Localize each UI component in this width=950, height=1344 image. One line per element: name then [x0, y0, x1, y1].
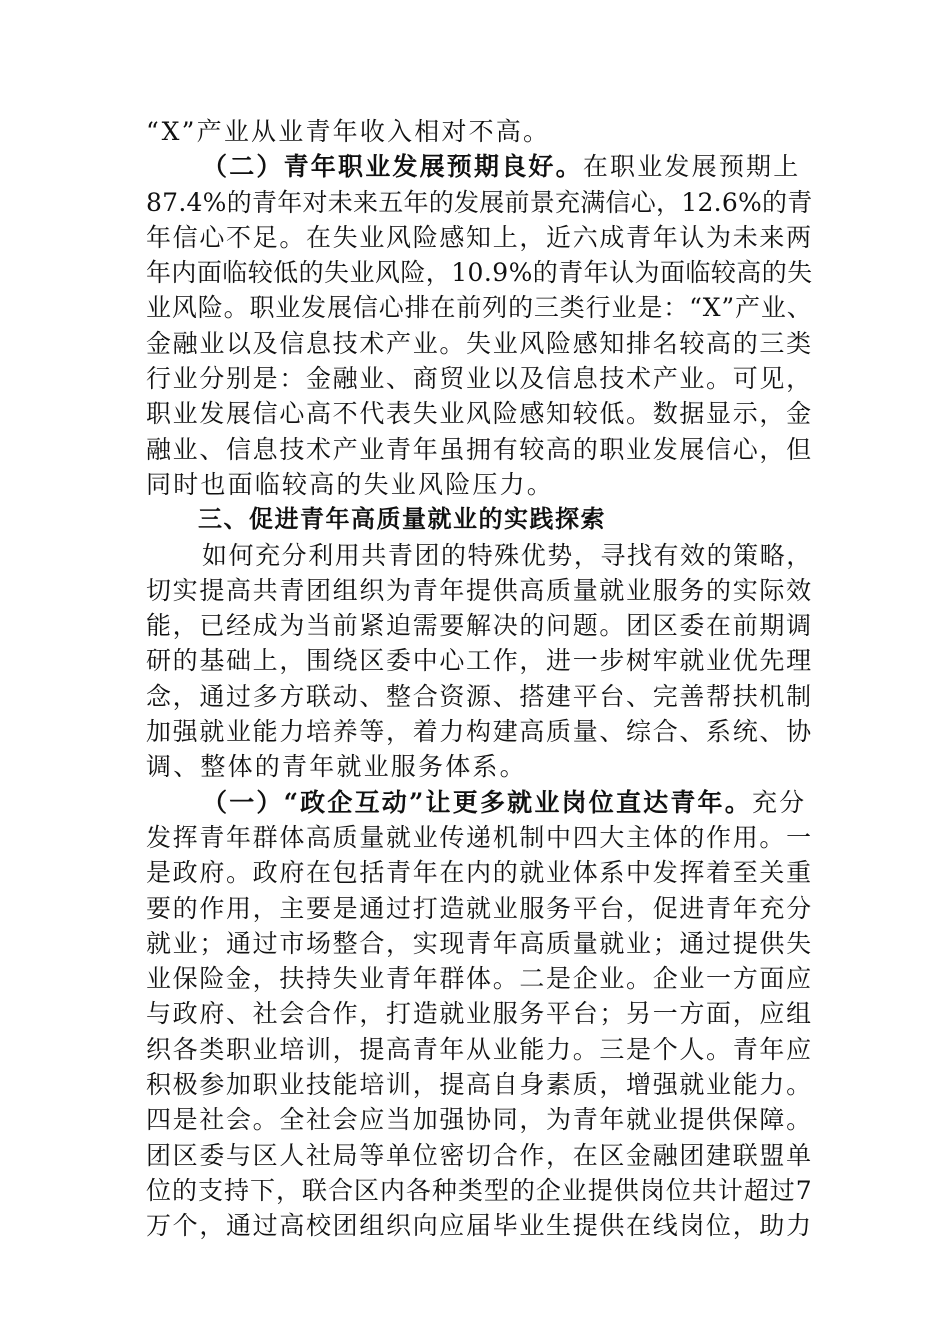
text-line: 能，已经成为当前紧迫需要解决的问题。团区委在前期调 — [146, 611, 813, 641]
text-line: 念，通过多方联动、整合资源、搭建平台、完善帮扶机制 — [146, 681, 813, 711]
text-line: 与政府、社会合作，打造就业服务平台；另一方面，应组 — [146, 999, 813, 1029]
text-line: 织各类职业培训，提高青年从业能力。三是个人。青年应 — [146, 1034, 813, 1064]
text-line: 年信心不足。在失业风险感知上，近六成青年认为未来两 — [146, 222, 813, 252]
text-line: 积极参加职业技能培训，提高自身素质，增强就业能力。 — [146, 1070, 813, 1100]
text-line: 位的支持下，联合区内各种类型的企业提供岗位共计超过7 — [146, 1175, 813, 1205]
text-line: 融业、信息技术产业青年虽拥有较高的职业发展信心，但 — [146, 434, 813, 464]
text-line: 万个，通过高校团组织向应届毕业生提供在线岗位，助力 — [146, 1211, 813, 1241]
text-line: 年内面临较低的失业风险，10.9%的青年认为面临较高的失 — [146, 258, 813, 288]
text-line: 加强就业能力培养等，着力构建高质量、综合、系统、协 — [146, 717, 813, 747]
text-line — [146, 785, 814, 820]
text-line: 87.4%的青年对未来五年的发展前景充满信心，12.6%的青 — [146, 187, 813, 217]
line-text: 在职业发展预期上 — [582, 152, 801, 182]
text-line — [146, 149, 814, 184]
text-line: 切实提高共青团组织为青年提供高质量就业服务的实际效 — [146, 575, 813, 605]
text-line: “X”产业从业青年收入相对不高。 — [146, 117, 551, 146]
text-line: 是政府。政府在包括青年在内的就业体系中发挥着至关重 — [146, 858, 813, 888]
text-line: 同时也面临较高的失业风险压力。 — [146, 469, 555, 499]
document-body — [146, 114, 814, 1244]
section-subheading: （二）青年职业发展预期良好。 — [202, 152, 583, 182]
text-line: 业保险金，扶持失业青年群体。二是企业。企业一方面应 — [146, 964, 813, 994]
text-line: 团区委与区人社局等单位密切合作，在区金融团建联盟单 — [146, 1140, 813, 1170]
text-line: 金融业以及信息技术产业。失业风险感知排名较高的三类 — [146, 328, 813, 358]
section-subheading: （一）“政企互动”让更多就业岗位直达青年。 — [202, 787, 752, 817]
line-text: 充分 — [751, 787, 807, 817]
section-heading: 三、促进青年高质量就业的实践探索 — [198, 505, 606, 534]
text-line: 要的作用，主要是通过打造就业服务平台，促进青年充分 — [146, 893, 813, 923]
text-line: 如何充分利用共青团的特殊优势，寻找有效的策略， — [202, 540, 813, 570]
text-line: 就业；通过市场整合，实现青年高质量就业；通过提供失 — [146, 928, 813, 958]
text-line: 研的基础上，围绕区委中心工作，进一步树牢就业优先理 — [146, 646, 813, 676]
text-line: 业风险。职业发展信心排在前列的三类行业是：“X”产业、 — [146, 293, 813, 323]
text-line: 职业发展信心高不代表失业风险感知较低。数据显示，金 — [146, 399, 813, 429]
text-line: 行业分别是：金融业、商贸业以及信息技术产业。可见， — [146, 364, 813, 394]
text-line: 调、整体的青年就业服务体系。 — [146, 752, 527, 782]
text-line: 四是社会。全社会应当加强协同，为青年就业提供保障。 — [146, 1105, 813, 1135]
text-line: 发挥青年群体高质量就业传递机制中四大主体的作用。一 — [146, 822, 813, 852]
